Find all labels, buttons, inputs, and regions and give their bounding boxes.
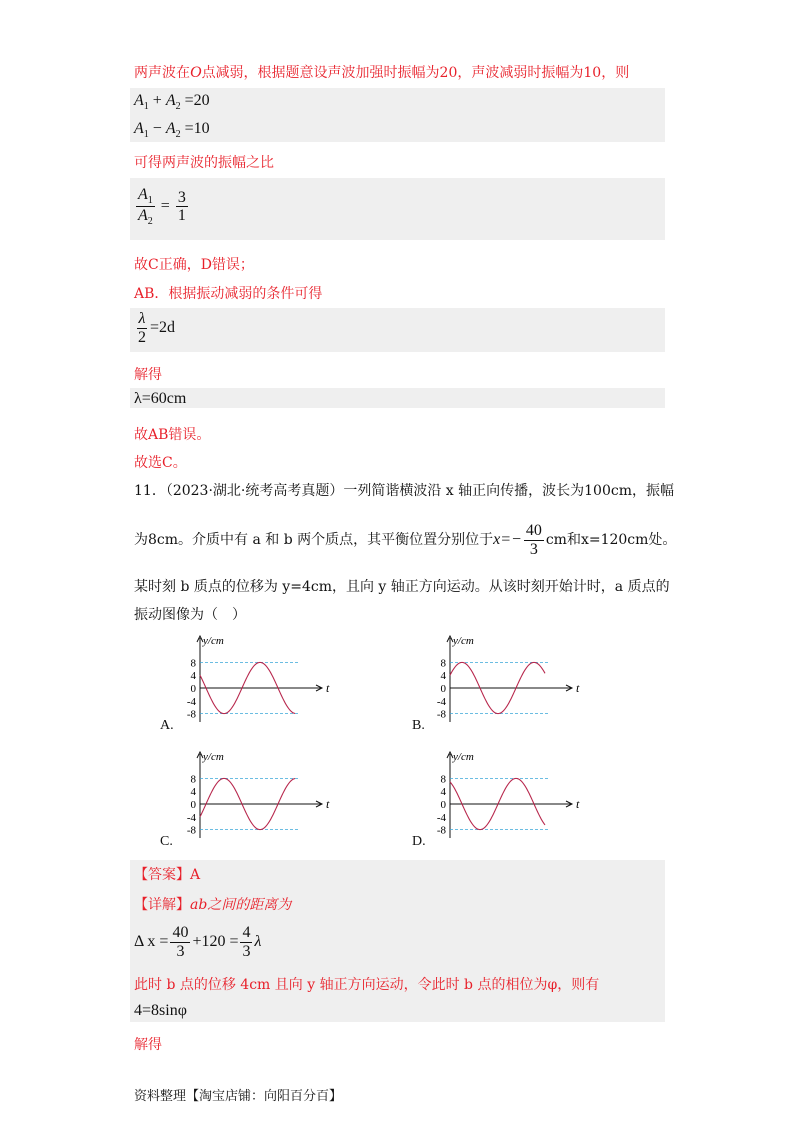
graph-b-svg xyxy=(420,632,580,732)
sin-equation: 4=8sinφ xyxy=(134,1002,187,1019)
y-axis-label: y/cm xyxy=(203,751,224,763)
tick-label: -4 xyxy=(186,811,196,824)
tick-label: -8 xyxy=(186,708,196,721)
ratio-block xyxy=(130,178,665,240)
ratio-equation: $\frac{A_1}{A_2}$ = $\frac{3}{1}$ xyxy=(138,186,186,228)
solve-2: 解得 xyxy=(134,1037,162,1053)
tick-label: 0 xyxy=(440,799,446,811)
y-axis-label: y/cm xyxy=(203,635,224,647)
tick-label: -8 xyxy=(186,824,196,837)
graph-d-svg xyxy=(420,748,580,848)
option-c-label[interactable]: C. xyxy=(160,834,173,849)
graph-c[interactable] xyxy=(170,748,330,848)
question-line-2: 为8cm。介质中有 a 和 b 两个质点，其平衡位置分别位于x=− $\frac{40}{3}$ cm和x=120cm处。 xyxy=(134,522,677,558)
equation-sum: $A_1 + A_2 =20$ xyxy=(134,92,210,113)
cd-correct: 故C正确，D错误； xyxy=(134,257,254,273)
tick-label: 4 xyxy=(190,670,196,683)
graph-a[interactable] xyxy=(170,632,330,732)
tick-label: 8 xyxy=(440,773,446,786)
x-axis-label: t xyxy=(576,797,580,811)
tick-label: 8 xyxy=(440,657,446,670)
y-axis-label: y/cm xyxy=(453,635,474,647)
dx-equation: Δ x = $\frac{40}{3}$ +120 = $\frac{4}{3}$ λ xyxy=(134,924,262,960)
question-line-4: 振动图像为（ ） xyxy=(134,607,246,623)
equation-diff: $A_1 - A_2 =10$ xyxy=(134,120,210,141)
tick-label: 0 xyxy=(190,683,196,695)
graph-a-svg xyxy=(170,632,330,732)
intro-line: 两声波在O点减弱，根据题意设声波加强时振幅为20，声波减弱时振幅为10，则 xyxy=(134,64,630,81)
option-d-label[interactable]: D. xyxy=(412,834,426,849)
tick-label: 0 xyxy=(440,683,446,695)
phase-text: 此时 b 点的位移 4cm 且向 y 轴正方向运动，令此时 b 点的相位为φ，则有 xyxy=(134,977,600,993)
question-line-3: 某时刻 b 质点的位移为 y=4cm，且向 y 轴正方向运动。从该时刻开始计时，a 质点的 xyxy=(134,579,670,595)
tick-label: -8 xyxy=(436,708,446,721)
lambda-val-block xyxy=(130,388,665,408)
ratio-intro: 可得两声波的振幅之比 xyxy=(134,155,274,171)
y-axis-label: y/cm xyxy=(453,751,474,763)
eq-block-1 xyxy=(130,88,665,142)
graph-b[interactable] xyxy=(420,632,580,732)
lambda-value: λ=60cm xyxy=(134,390,187,407)
detail-line: 【详解】ab之间的距离为 xyxy=(134,897,292,913)
lambda-block xyxy=(130,308,665,352)
tick-label: 4 xyxy=(440,670,446,683)
option-a-label[interactable]: A. xyxy=(160,718,174,733)
x-axis-label: t xyxy=(576,681,580,695)
tick-label: 4 xyxy=(440,786,446,799)
tick-label: -4 xyxy=(186,695,196,708)
tick-label: 4 xyxy=(190,786,196,799)
question-line-1: 11．（2023·湖北·统考高考真题）一列简谐横波沿 x 轴正向传播，波长为100cm，振幅 xyxy=(134,483,674,499)
answer-label: 【答案】A xyxy=(134,867,201,883)
tick-label: 8 xyxy=(190,773,196,786)
ab-wrong: 故AB错误。 xyxy=(134,427,211,443)
graph-d[interactable] xyxy=(420,748,580,848)
tick-label: -4 xyxy=(436,695,446,708)
ab-text: AB．根据振动减弱的条件可得 xyxy=(134,286,323,302)
tick-label: -8 xyxy=(436,824,446,837)
option-b-label[interactable]: B. xyxy=(412,718,425,733)
solve-1: 解得 xyxy=(134,367,162,383)
tick-label: -4 xyxy=(436,811,446,824)
tick-label: 0 xyxy=(190,799,196,811)
lambda-equation: $\frac{\lambda}{2}$ =2d xyxy=(138,310,176,346)
x-axis-label: t xyxy=(326,797,330,811)
x-axis-label: t xyxy=(326,681,330,695)
footer: 资料整理【淘宝店铺：向阳百分百】 xyxy=(134,1089,343,1104)
tick-label: 8 xyxy=(190,657,196,670)
choose-c: 故选C。 xyxy=(134,455,187,471)
graph-c-svg xyxy=(170,748,330,848)
